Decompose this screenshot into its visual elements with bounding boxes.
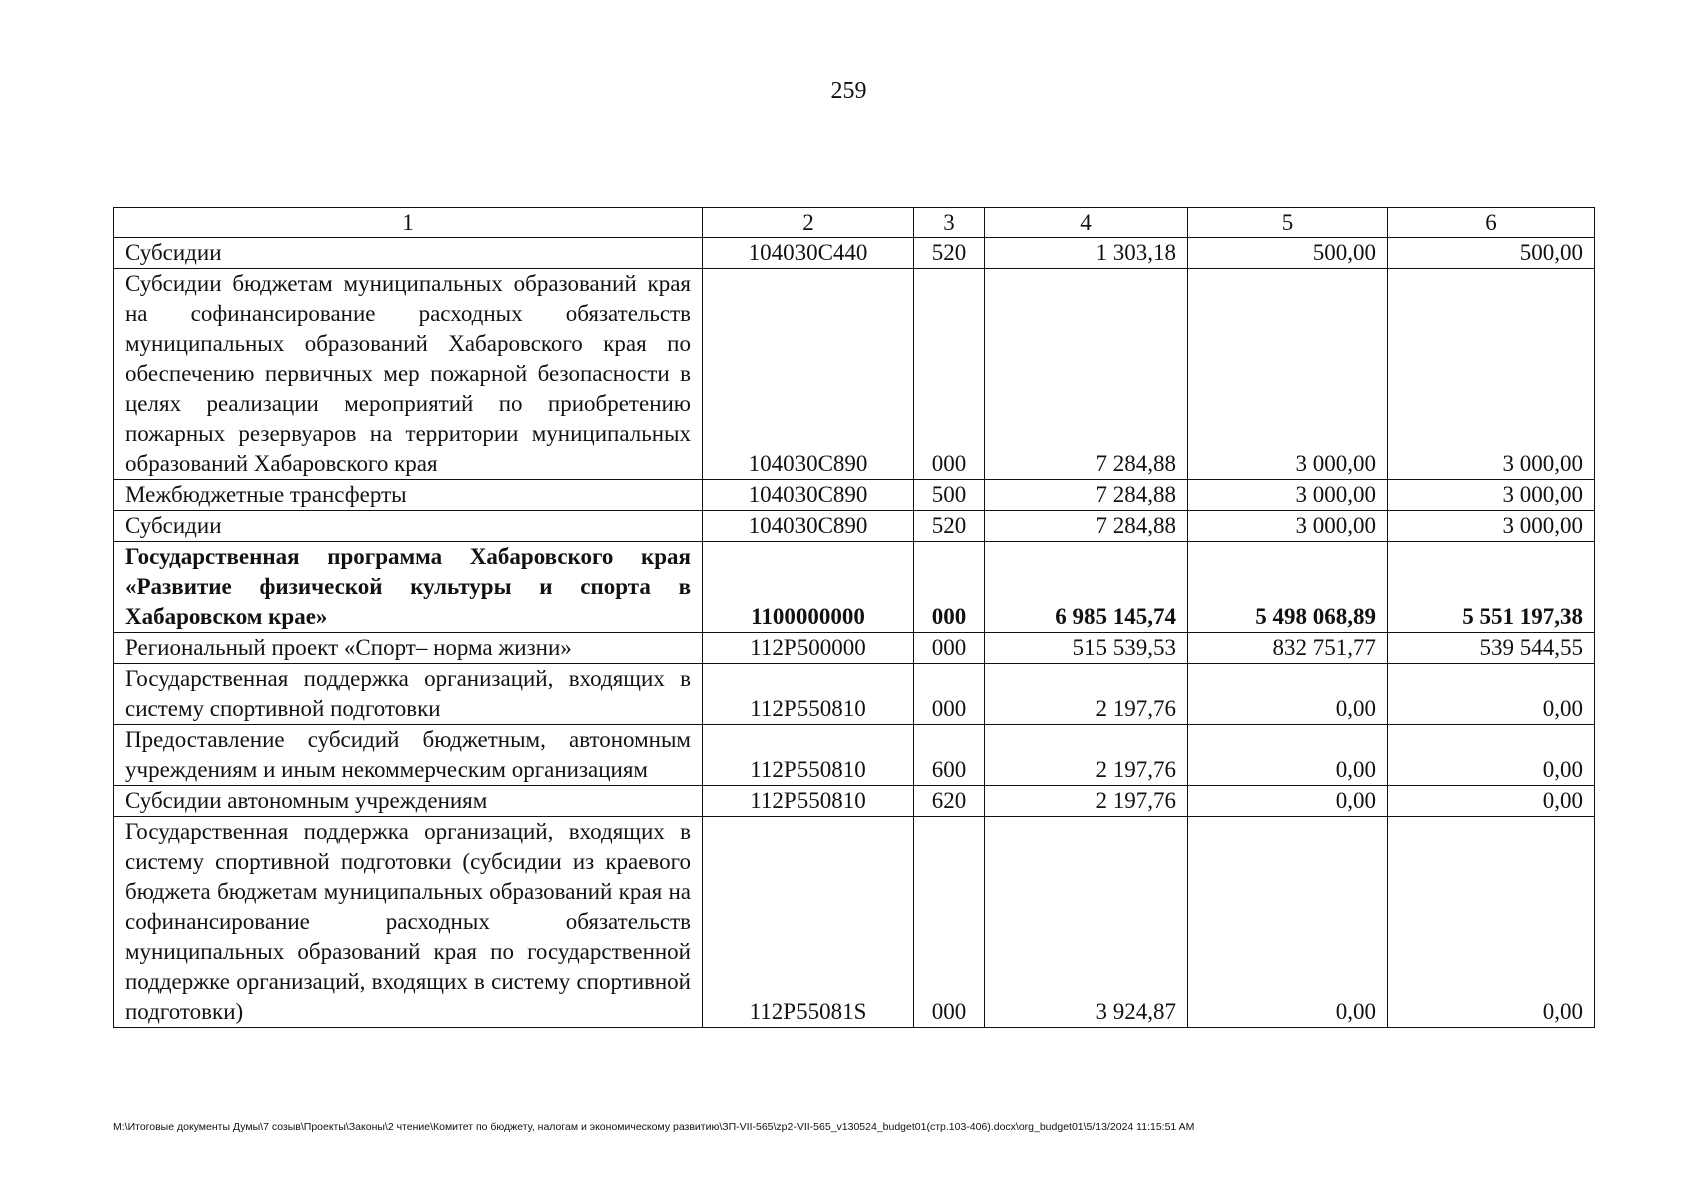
row-type: 620: [914, 786, 985, 817]
row-type: 520: [914, 511, 985, 542]
row-amount-5: 3 000,00: [1188, 269, 1388, 480]
table-row-program-total: [114, 542, 1595, 633]
row-name: Государственная поддержка организаций, входящих в систему спортивной подготовки (субсидии из краевого бюджета бюджетам муниципальных образований края на софинансирование расходных обязательств муниципальных образований края по государственной поддержке организаций, входящих в систему спортивной подготовки): [114, 817, 703, 1028]
table-row: [114, 511, 1595, 542]
table-row: [114, 633, 1595, 664]
column-header-5: 5: [1188, 208, 1388, 238]
row-code: 104030С890: [703, 511, 914, 542]
budget-table: [113, 207, 1595, 1028]
row-name: Субсидии: [114, 238, 703, 269]
table-row: [114, 480, 1595, 511]
row-code: 104030С440: [703, 238, 914, 269]
table-row: [114, 664, 1595, 725]
row-amount-6: 5 551 197,38: [1388, 542, 1595, 633]
row-type: 500: [914, 480, 985, 511]
table-row: [114, 786, 1595, 817]
row-code: 104030С890: [703, 269, 914, 480]
table-header-row: [114, 208, 1595, 238]
row-amount-4: 2 197,76: [985, 786, 1188, 817]
row-name: Государственная поддержка организаций, входящих в систему спортивной подготовки: [114, 664, 703, 725]
row-code: 1100000000: [703, 542, 914, 633]
column-header-4: 4: [985, 208, 1188, 238]
row-type: 000: [914, 269, 985, 480]
row-amount-5: 0,00: [1188, 664, 1388, 725]
column-header-2: 2: [703, 208, 914, 238]
row-code: 112Р550810: [703, 725, 914, 786]
row-code: 104030С890: [703, 480, 914, 511]
row-name: Региональный проект «Спорт– норма жизни»: [114, 633, 703, 664]
file-path-footer: M:\Итоговые документы Думы\7 созыв\Проекты\Законы\2 чтение\Комитет по бюджету, налогам и экономическому развитию\ЗП-VII-565\zp2-VII-565_v130524_budget01(стр.103-406).docx\org_budget01\5/13/2024 11:15:51 AM: [113, 1121, 1195, 1133]
row-code: 112Р55081S: [703, 817, 914, 1028]
table-row: [114, 238, 1595, 269]
row-name: Межбюджетные трансферты: [114, 480, 703, 511]
row-type: 000: [914, 664, 985, 725]
row-amount-5: 832 751,77: [1188, 633, 1388, 664]
row-type: 000: [914, 817, 985, 1028]
row-amount-6: 539 544,55: [1388, 633, 1595, 664]
row-code: 112Р550810: [703, 664, 914, 725]
row-type: 000: [914, 542, 985, 633]
row-amount-5: 0,00: [1188, 725, 1388, 786]
row-amount-6: 500,00: [1388, 238, 1595, 269]
row-type: 000: [914, 633, 985, 664]
row-code: 112Р500000: [703, 633, 914, 664]
table-row: [114, 725, 1595, 786]
table-row: [114, 817, 1595, 1028]
row-type: 600: [914, 725, 985, 786]
row-amount-4: 515 539,53: [985, 633, 1188, 664]
row-amount-6: 3 000,00: [1388, 480, 1595, 511]
table-row: [114, 269, 1595, 480]
row-amount-5: 0,00: [1188, 817, 1388, 1028]
row-amount-6: 0,00: [1388, 725, 1595, 786]
column-header-3: 3: [914, 208, 985, 238]
row-amount-6: 3 000,00: [1388, 269, 1595, 480]
row-name: Субсидии: [114, 511, 703, 542]
row-name: Предоставление субсидий бюджетным, автономным учреждениям и иным некоммерческим организациям: [114, 725, 703, 786]
row-amount-4: 7 284,88: [985, 269, 1188, 480]
row-amount-4: 2 197,76: [985, 725, 1188, 786]
row-amount-4: 7 284,88: [985, 480, 1188, 511]
column-header-6: 6: [1388, 208, 1595, 238]
page-number: 259: [830, 78, 867, 104]
row-amount-6: 0,00: [1388, 786, 1595, 817]
row-amount-4: 3 924,87: [985, 817, 1188, 1028]
row-amount-4: 7 284,88: [985, 511, 1188, 542]
row-amount-5: 5 498 068,89: [1188, 542, 1388, 633]
row-amount-5: 0,00: [1188, 786, 1388, 817]
row-amount-5: 3 000,00: [1188, 480, 1388, 511]
row-code: 112Р550810: [703, 786, 914, 817]
row-name: Субсидии автономным учреждениям: [114, 786, 703, 817]
row-name: Субсидии бюджетам муниципальных образований края на софинансирование расходных обязательств муниципальных образований Хабаровского края по обеспечению первичных мер пожарной безопасности в целях реализации мероприятий по приобретению пожарных резервуаров на территории муниципальных образований Хабаровского края: [114, 269, 703, 480]
row-name: Государственная программа Хабаровского края «Развитие физической культуры и спорта в Хабаровском крае»: [114, 542, 703, 633]
row-amount-4: 6 985 145,74: [985, 542, 1188, 633]
row-amount-4: 1 303,18: [985, 238, 1188, 269]
column-header-1: 1: [114, 208, 703, 238]
row-amount-5: 500,00: [1188, 238, 1388, 269]
row-amount-4: 2 197,76: [985, 664, 1188, 725]
row-amount-6: 0,00: [1388, 664, 1595, 725]
row-amount-6: 3 000,00: [1388, 511, 1595, 542]
row-amount-5: 3 000,00: [1188, 511, 1388, 542]
row-type: 520: [914, 238, 985, 269]
row-amount-6: 0,00: [1388, 817, 1595, 1028]
